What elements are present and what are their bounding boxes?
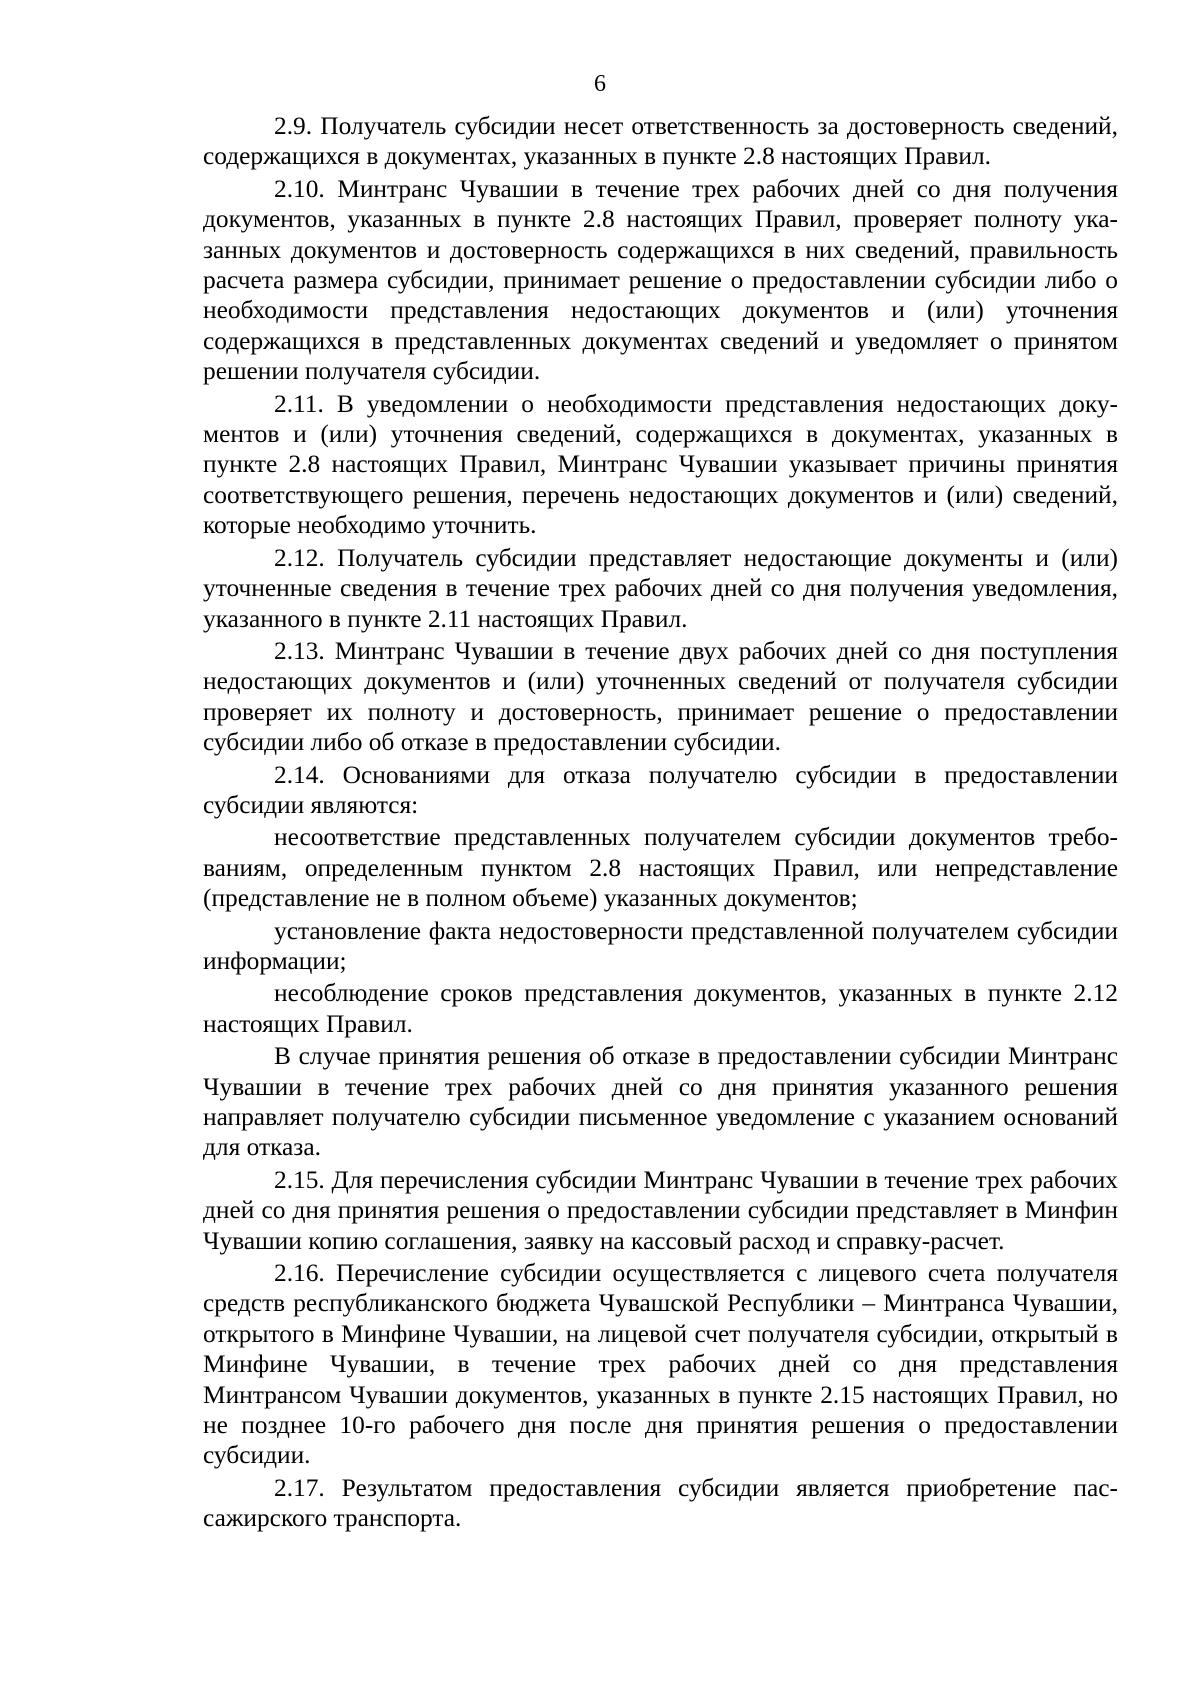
paragraph-refusal-ground-1: несоответствие представленных получателем субсидии документов требованиям, определенным пунктом 2.8 настоящих Правил, или непредставление (представление не в полном объеме) указанных документов; bbox=[203, 823, 1118, 913]
paragraph-2-12: 2.12. Получатель субсидии представляет недостающие документы и (или) уточненные сведения в течение трех рабочих дней со дня получения уведомления, указанного в пункте 2.11 настоящих Правил. bbox=[203, 543, 1118, 633]
paragraph-refusal-notice: В случае принятия решения об отказе в предоставлении субсидии Минтранс Чувашии в течение трех рабочих дней со дня принятия указанного решения направляет получателю субсидии письменное уведомление с указанием оснований для отказа. bbox=[203, 1042, 1118, 1162]
paragraph-refusal-ground-3: несоблюдение сроков представления документов, указанных в пункте 2.12 настоящих Правил. bbox=[203, 979, 1118, 1038]
paragraph-2-16: 2.16. Перечисление субсидии осуществляется с лицевого счета получателя средств республиканского бюджета Чувашской Республики – Минтранса Чувашии, открытого в Минфине Чувашии, на лицевой счет получателя субсидии, открытый в Минфине Чувашии, в течение трех рабочих дней со дня представления Минтрансом Чувашии документов, указанных в пункте 2.15 настоящих Правил, но не позднее 10-го рабочего дня после дня принятия решения о предоставлении субсидии. bbox=[203, 1259, 1118, 1470]
paragraph-2-10: 2.10. Минтранс Чувашии в течение трех рабочих дней со дня получения документов, указанных в пункте 2.8 настоящих Правил, проверяет полноту указанных документов и достоверность содержащихся в них сведений, правильность расчета размера субсидии, принимает решение о предоставлении субсидии либо о необходимости представления недостающих документов и (или) уточнения содержащихся в представленных документах сведений и уведомляет о принятом решении получателя субсидии. bbox=[203, 174, 1118, 386]
document-body bbox=[203, 111, 1118, 1534]
paragraph-2-13: 2.13. Минтранс Чувашии в течение двух рабочих дней со дня поступления недостающих документов и (или) уточненных сведений от получателя субсидии проверяет их полноту и достоверность, принимает решение о предоставлении субсидии либо об отказе в предоставлении субсидии. bbox=[203, 636, 1118, 757]
paragraph-2-9: 2.9. Получатель субсидии несет ответственность за достоверность сведений, содержащихся в документах, указанных в пункте 2.8 настоящих Правил. bbox=[203, 112, 1118, 171]
paragraph-refusal-ground-2: установление факта недостоверности представленной получателем субсидии информации; bbox=[203, 916, 1118, 975]
paragraph-2-14: 2.14. Основаниями для отказа получателю субсидии в предоставлении субсидии являются: bbox=[203, 760, 1118, 819]
paragraph-2-15: 2.15. Для перечисления субсидии Минтранс Чувашии в течение трех рабочих дней со дня принятия решения о предоставлении субсидии представляет в Минфин Чувашии копию соглашения, заявку на кассовый расход и справку-расчет. bbox=[203, 1165, 1118, 1255]
page-number: 6 bbox=[594, 71, 606, 97]
paragraph-2-17: 2.17. Результатом предоставления субсидии является приобретение пассажирского транспорта. bbox=[203, 1473, 1118, 1533]
paragraph-2-11: 2.11. В уведомлении о необходимости представления недостающих документов и (или) уточнения сведений, содержащихся в документах, указанных в пункте 2.8 настоящих Правил, Минтранс Чувашии указывает причины принятия соответствующего решения, перечень недостающих документов и (или) сведений, которые необходимо уточнить. bbox=[203, 389, 1118, 540]
